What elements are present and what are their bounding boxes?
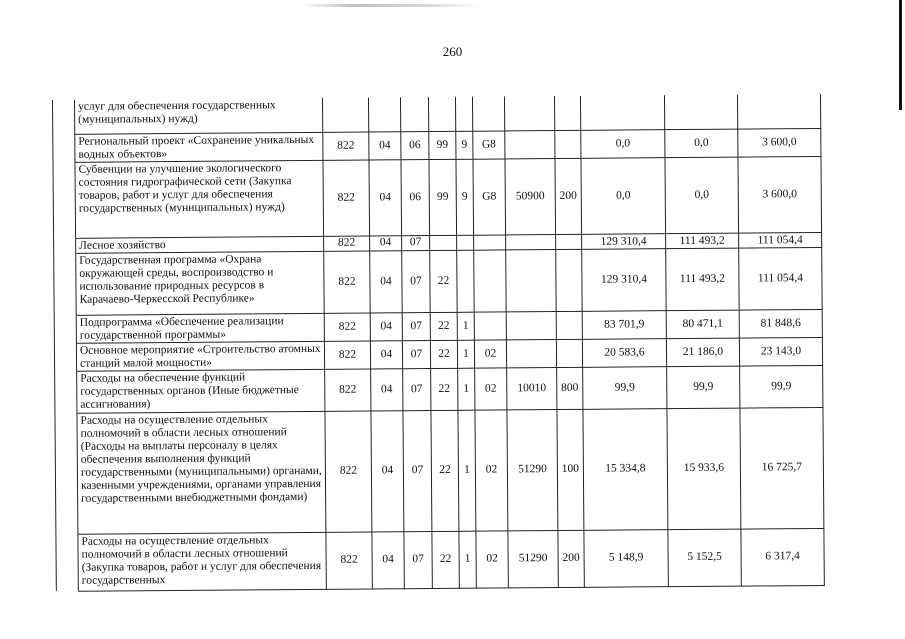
cell-year1: 99,9 xyxy=(583,366,667,409)
cell-subprog xyxy=(457,250,474,312)
cell-osn: 02 xyxy=(476,530,508,587)
row-margin-cell xyxy=(53,162,76,238)
cell-subprog: 1 xyxy=(459,531,476,588)
scan-artifact xyxy=(300,4,480,7)
cell-ved: 822 xyxy=(325,369,371,411)
cell-name: Расходы на осуществление отдельных полномочий в области лесных отношений (Закупка товаров, работ и услуг для обеспечения государственных xyxy=(78,532,326,591)
cell-napr: 50900 xyxy=(505,158,556,234)
cell-year2: 0,0 xyxy=(665,157,739,234)
row-margin-cell xyxy=(52,100,74,134)
cell-name: Государственная программа «Охрана окружающей среды, воспроизводство и использование природных ресурсов в Карачаево-Черкесской Республике» xyxy=(76,251,324,315)
cell-rz: 04 xyxy=(370,312,402,340)
cell-rz: 04 xyxy=(369,159,402,235)
cell-rz: 04 xyxy=(370,235,402,250)
cell-year1: 129 310,4 xyxy=(582,248,666,311)
cell-subprog: 1 xyxy=(458,410,476,531)
cell-napr xyxy=(506,234,556,249)
cell-pr: 06 xyxy=(401,131,429,159)
cell-osn: 02 xyxy=(475,367,507,409)
cell-pr: 06 xyxy=(401,159,430,235)
cell-vr xyxy=(556,339,582,367)
cell-rz xyxy=(368,97,400,131)
cell-ved: 822 xyxy=(325,411,372,532)
cell-osn xyxy=(474,311,506,339)
cell-prog: 99 xyxy=(429,131,456,159)
cell-year1: 20 583,6 xyxy=(582,338,666,367)
row-margin-cell xyxy=(53,134,75,162)
budget-table xyxy=(52,94,825,592)
cell-rz: 04 xyxy=(371,410,404,531)
cell-pr: 07 xyxy=(403,410,432,531)
cell-napr: 10010 xyxy=(507,367,557,409)
table-row xyxy=(54,247,822,315)
cell-subprog: 9 xyxy=(456,159,474,235)
cell-prog: 22 xyxy=(430,340,457,368)
cell-prog: 99 xyxy=(429,159,457,235)
cell-vr xyxy=(555,130,581,158)
cell-name: Расходы на обеспечение функций государственных органов (Иные бюджетные ассигнования) xyxy=(77,369,325,413)
cell-ved: 822 xyxy=(326,532,372,589)
cell-prog xyxy=(428,97,455,131)
cell-vr xyxy=(556,249,582,311)
cell-name: Региональный проект «Сохранение уникальных водных объектов» xyxy=(75,132,323,162)
cell-year2: 111 493,2 xyxy=(666,233,739,249)
cell-name: Лесное хозяйство xyxy=(76,236,324,253)
cell-osn: G8 xyxy=(473,130,505,158)
cell-rz: 04 xyxy=(369,131,401,159)
table-row xyxy=(56,528,824,591)
cell-rz: 04 xyxy=(370,340,402,368)
cell-ved: 822 xyxy=(324,313,370,341)
cell-year1: 83 701,9 xyxy=(582,310,666,339)
cell-napr xyxy=(504,96,554,130)
cell-pr: 07 xyxy=(403,368,431,410)
cell-subprog xyxy=(457,235,474,250)
cell-pr: 07 xyxy=(402,340,430,368)
cell-pr: 07 xyxy=(402,250,430,312)
cell-year2 xyxy=(664,95,737,130)
cell-vr: 800 xyxy=(557,367,583,409)
cell-year2: 5 152,5 xyxy=(668,529,741,587)
row-margin-cell xyxy=(54,253,76,315)
cell-napr xyxy=(506,249,556,311)
cell-subprog: 1 xyxy=(458,368,475,410)
page-number: 260 xyxy=(442,44,463,59)
cell-year2: 99,9 xyxy=(667,366,740,409)
cell-ved: 822 xyxy=(324,236,370,251)
cell-subprog: 1 xyxy=(457,312,474,340)
cell-prog: 22 xyxy=(431,368,458,410)
cell-name: Субвенции на улучшение экологического состояния гидрографической сети (Закупка товаров, работ и услуг для обеспечения государственных (муниципальных) нужд) xyxy=(75,160,324,238)
cell-vr: 200 xyxy=(555,158,582,234)
table-body xyxy=(52,94,824,591)
cell-pr: 07 xyxy=(404,531,432,588)
cell-vr: 200 xyxy=(558,530,584,587)
cell-ved: 822 xyxy=(323,160,370,236)
cell-name: Подпрограмма «Обеспечение реализации государственной программы» xyxy=(76,313,324,343)
cell-year1: 129 310,4 xyxy=(582,233,666,249)
cell-osn: 02 xyxy=(475,409,508,530)
cell-vr xyxy=(554,96,580,130)
row-margin-cell xyxy=(54,343,76,371)
cell-subprog: 1 xyxy=(457,340,474,368)
cell-napr xyxy=(506,311,556,339)
cell-prog: 22 xyxy=(431,410,459,531)
cell-year2: 0,0 xyxy=(665,129,738,158)
cell-year1 xyxy=(580,95,664,130)
cell-year2: 21 186,0 xyxy=(666,338,739,367)
cell-vr xyxy=(556,234,582,249)
cell-ved xyxy=(322,98,368,132)
cell-pr: 07 xyxy=(402,312,430,340)
cell-napr xyxy=(505,130,555,158)
cell-subprog xyxy=(455,97,472,131)
cell-subprog: 9 xyxy=(456,131,473,159)
cell-year1: 15 334,8 xyxy=(583,408,668,530)
cell-year3: 3 600,0 xyxy=(738,156,822,233)
cell-rz: 04 xyxy=(370,250,402,312)
cell-ved: 822 xyxy=(323,132,369,160)
cell-year3: 111 054,4 xyxy=(739,247,822,310)
table-row xyxy=(55,365,823,413)
cell-osn xyxy=(472,96,504,130)
cell-year3: 16 725,7 xyxy=(740,407,824,529)
cell-year3 xyxy=(737,94,820,129)
cell-prog: 22 xyxy=(430,312,457,340)
cell-year1: 0,0 xyxy=(581,129,665,158)
cell-year1: 5 148,9 xyxy=(584,529,668,587)
cell-vr xyxy=(556,311,582,339)
cell-year3: 23 143,0 xyxy=(739,337,822,366)
cell-name: Расходы на осуществление отдельных полномочий в области лесных отношений (Расходы на выплаты персоналу в целях обеспечения выполнения функций государственными (муниципальными) органами, казенными учреждениями, органами управления государственными внебюджетными фондами) xyxy=(77,411,326,534)
cell-osn: G8 xyxy=(473,158,506,234)
cell-pr xyxy=(400,97,428,131)
cell-prog xyxy=(430,235,457,250)
cell-prog: 22 xyxy=(432,531,459,588)
cell-year3: 6 317,4 xyxy=(741,528,824,586)
cell-ved: 822 xyxy=(324,251,370,313)
cell-year3: 99,9 xyxy=(740,365,823,408)
cell-osn xyxy=(474,249,506,311)
cell-osn: 02 xyxy=(474,339,506,367)
cell-napr xyxy=(506,339,556,367)
cell-year3: 3 600,0 xyxy=(738,128,821,157)
cell-year2: 80 471,1 xyxy=(666,310,739,339)
cell-year3: 111 054,4 xyxy=(739,232,822,248)
cell-pr: 07 xyxy=(402,235,430,250)
table-row xyxy=(55,407,824,534)
row-margin-cell xyxy=(54,238,76,253)
table-row xyxy=(53,156,822,238)
cell-name: услуг для обеспечения государственных (муниципальных) нужд) xyxy=(74,98,322,134)
row-margin-cell xyxy=(55,371,77,413)
cell-prog: 22 xyxy=(430,250,457,312)
row-margin-cell xyxy=(54,315,76,343)
cell-vr: 100 xyxy=(557,409,584,530)
row-margin-cell xyxy=(56,534,78,591)
cell-napr: 51290 xyxy=(508,530,558,587)
cell-osn xyxy=(474,234,506,249)
cell-year2: 15 933,6 xyxy=(667,408,741,530)
cell-rz: 04 xyxy=(372,531,404,588)
row-margin-cell xyxy=(55,413,78,534)
cell-year2: 111 493,2 xyxy=(666,248,739,311)
cell-rz: 04 xyxy=(371,368,403,410)
cell-napr: 51290 xyxy=(507,409,558,530)
cell-name: Основное мероприятие «Строительство атомных станций малой мощности» xyxy=(76,341,324,371)
cell-ved: 822 xyxy=(324,341,370,369)
cell-year3: 81 848,6 xyxy=(739,309,822,338)
cell-year1: 0,0 xyxy=(581,157,666,234)
